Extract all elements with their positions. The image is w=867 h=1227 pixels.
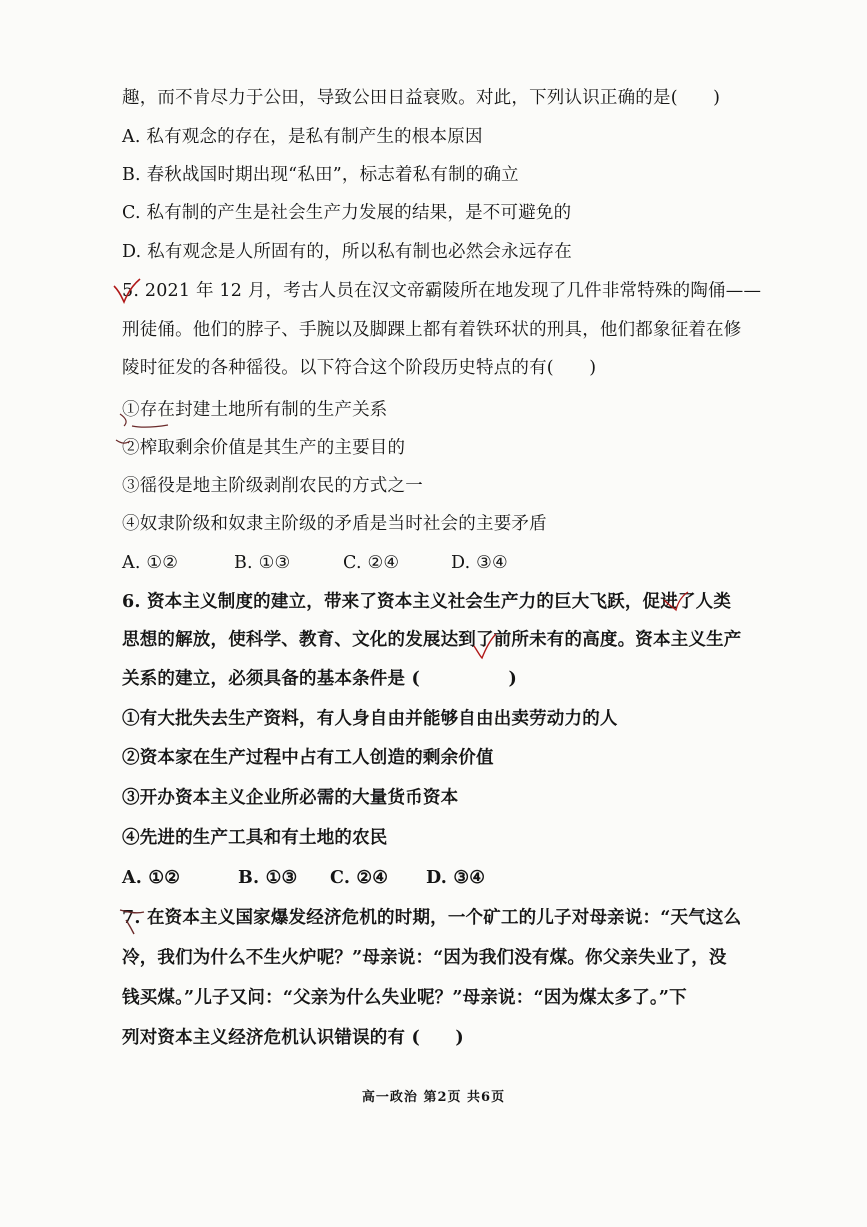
q7-stem-line-1: 7. 在资本主义国家爆发经济危机的时期，一个矿工的儿子对母亲说：“天气这么 [122,908,742,928]
q6-choice-a: A. ①② [122,868,181,888]
q7-stem-line-4: 列对资本主义经济危机认识错误的有 ( ) [122,1028,464,1048]
q6-statement-3: ③开办资本主义企业所必需的大量货币资本 [122,788,459,808]
q5-statement-4: ④奴隶阶级和奴隶主阶级的矛盾是当时社会的主要矛盾 [122,514,547,534]
q5-statement-3: ③徭役是地主阶级剥削农民的方式之一 [122,476,423,496]
q5-statement-1: ①存在封建土地所有制的生产关系 [122,400,388,420]
q6-choice-d: D. ③④ [426,868,486,888]
q5-choice-b: B. ①③ [234,553,291,573]
pen-mark-q7 [114,902,154,936]
q6-choice-c: C. ②④ [330,868,389,888]
pen-mark-q6 [660,588,690,612]
q6-choices [122,866,485,890]
q6-choice-b: B. ①③ [238,868,298,888]
q5-stem-line-2: 刑徒俑。他们的脖子、手腕以及脚踝上都有着铁环状的刑具，他们都象征着在修 [122,320,742,340]
q5-stem-line-3: 陵时征发的各种徭役。以下符合这个阶段历史特点的有( ) [122,358,597,378]
q5-choices [122,551,508,575]
q6-statement-2: ②资本家在生产过程中占有工人创造的剩余价值 [122,748,494,768]
q6-stem-line-1: 6. 资本主义制度的建立，带来了资本主义社会生产力的巨大飞跃，促进了人类 [122,592,732,612]
q4-option-b: B. 春秋战国时期出现“私田”，标志着私有制的确立 [122,165,519,185]
q4-stem-line: 趣，而不肯尽力于公田，导致公田日益衰败。对此，下列认识正确的是( ) [122,88,721,108]
q5-choice-d: D. ③④ [451,553,508,573]
q6-statement-4: ④先进的生产工具和有土地的农民 [122,828,388,848]
pen-checkmark-q5 [110,276,144,306]
pen-tick-q6 [470,632,500,660]
q5-choice-a: A. ①② [122,553,179,573]
q6-stem-line-2: 思想的解放，使科学、教育、文化的发展达到了前所未有的高度。资本主义生产 [122,630,742,650]
q6-statement-1: ①有大批失去生产资料，有人身自由并能够自由出卖劳动力的人 [122,709,618,729]
page-footer: 高一政治 第2页 共6页 [361,1090,506,1105]
pen-scribble-q5 [112,410,172,446]
q7-stem-line-3: 钱买煤。”儿子又问：“父亲为什么失业呢？”母亲说：“因为煤太多了。”下 [122,988,687,1008]
q7-stem-line-2: 冷，我们为什么不生火炉呢？”母亲说：“因为我们没有煤。你父亲失业了，没 [122,948,727,968]
q5-choice-c: C. ②④ [343,553,400,573]
q5-stem-line-1: 5. 2021 年 12 月，考古人员在汉文帝霸陵所在地发现了几件非常特殊的陶俑—— [122,281,762,301]
q4-option-a: A. 私有观念的存在，是私有制产生的根本原因 [122,127,483,147]
q4-option-d: D. 私有观念是人所固有的，所以私有制也必然会永远存在 [122,242,572,262]
q5-statement-2: ②榨取剩余价值是其生产的主要目的 [122,438,406,458]
q6-stem-line-3: 关系的建立，必须具备的基本条件是 ( ) [122,669,517,689]
q4-option-c: C. 私有制的产生是社会生产力发展的结果，是不可避免的 [122,203,572,223]
